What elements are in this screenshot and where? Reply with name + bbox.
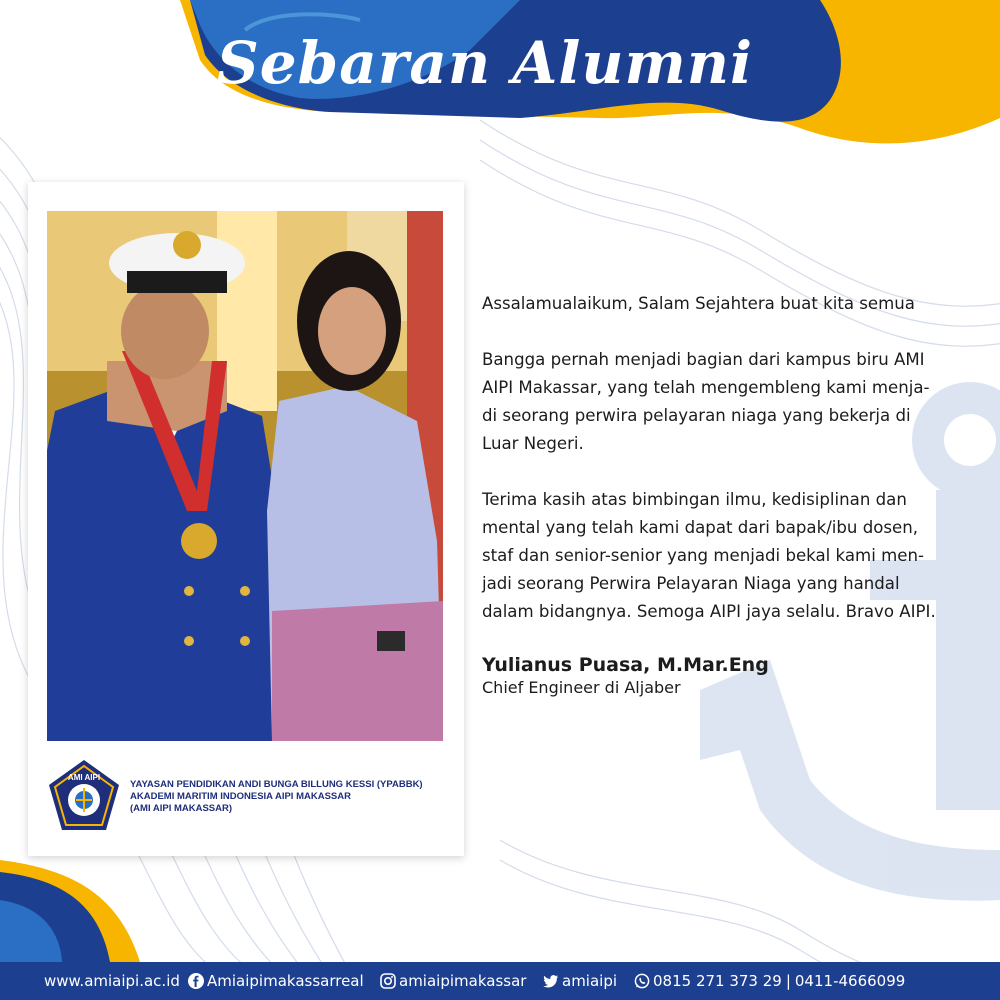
page-title: Sebaran Alumni xyxy=(216,29,754,97)
org-line-3: (AMI AIPI MAKASSAR) xyxy=(130,803,233,814)
twitter-link[interactable] xyxy=(543,962,617,1000)
text-line: dalam bidangnya. Semoga AIPI jaya selalu. Bravo AIPI. xyxy=(482,602,936,621)
twitter-icon xyxy=(543,973,559,989)
phone-number-2: 0411-4666099 xyxy=(794,972,906,990)
footer-separator: | xyxy=(785,972,791,990)
greeting: Assalamualaikum, Salam Sejahtera buat kita semua xyxy=(482,294,915,313)
organization-block xyxy=(46,758,456,838)
instagram-icon xyxy=(380,973,396,989)
signature-block xyxy=(482,652,902,698)
text-line: mental yang telah kami dapat dari bapak/ibu dosen, xyxy=(482,518,919,537)
text-line: AIPI Makassar, yang telah mengembleng kami menja- xyxy=(482,378,930,397)
paragraph-2 xyxy=(482,486,982,626)
text-line: Terima kasih atas bimbingan ilmu, kedisiplinan dan xyxy=(482,490,907,509)
whatsapp-icon xyxy=(634,973,650,989)
website-link[interactable]: www.amiaipi.ac.id xyxy=(44,972,180,990)
organization-name xyxy=(130,779,460,815)
alumni-role: Chief Engineer di Aljaber xyxy=(482,678,681,697)
footer-wave xyxy=(0,840,1000,965)
text-line: Bangga pernah menjadi bagian dari kampus biru AMI xyxy=(482,350,925,369)
twitter-handle: amiaipi xyxy=(562,972,618,990)
logo-text: AMI AIPI xyxy=(67,773,101,782)
org-line-2: AKADEMI MARITIM INDONESIA AIPI MAKASSAR xyxy=(130,791,351,802)
alumni-photo xyxy=(47,211,443,741)
footer-bar xyxy=(0,962,1000,1000)
alumni-name: Yulianus Puasa, M.Mar.Eng xyxy=(482,654,769,676)
paragraph-1 xyxy=(482,346,982,458)
text-line: jadi seorang Perwira Pelayaran Niaga yang handal xyxy=(482,574,900,593)
instagram-handle: amiaipimakassar xyxy=(399,972,527,990)
facebook-link[interactable] xyxy=(188,962,364,1000)
ami-aipi-logo xyxy=(46,758,122,834)
text-line: staf dan senior-senior yang menjadi bekal kami men- xyxy=(482,546,924,565)
testimonial-message xyxy=(482,290,982,654)
facebook-handle: Amiaipimakassarreal xyxy=(207,972,364,990)
text-line: di seorang perwira pelayaran niaga yang bekerja di xyxy=(482,406,911,425)
text-line: Luar Negeri. xyxy=(482,434,584,453)
instagram-link[interactable] xyxy=(380,962,526,1000)
phone-contact[interactable] xyxy=(634,962,905,1000)
facebook-icon xyxy=(188,973,204,989)
photo-card xyxy=(28,182,464,856)
org-line-1: YAYASAN PENDIDIKAN ANDI BUNGA BILLUNG KESSI (YPABBK) xyxy=(130,779,423,790)
phone-number: 0815 271 373 29 xyxy=(653,972,782,990)
